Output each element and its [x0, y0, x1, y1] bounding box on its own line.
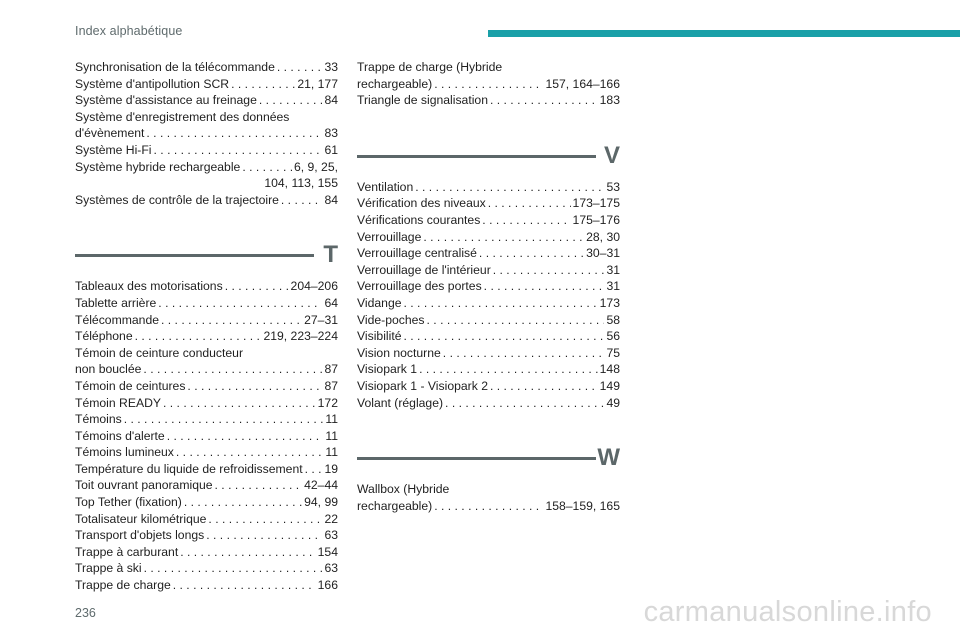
entry-term: Vérification des niveaux	[357, 196, 486, 211]
index-entry	[75, 461, 338, 478]
entry-term-line: Système d'enregistrement des données	[75, 109, 290, 124]
dot-leader	[434, 498, 543, 515]
entry-term: Tableaux des motorisations	[75, 279, 223, 294]
entry-row	[357, 229, 620, 246]
entry-pages: 28, 30	[586, 229, 620, 244]
dot-leader	[490, 378, 598, 395]
index-entry	[75, 395, 338, 412]
entry-term-line: Wallbox (Hybride	[357, 482, 450, 497]
index-entry	[75, 328, 338, 345]
entry-pages: 11	[325, 428, 338, 443]
entry-row	[357, 212, 620, 229]
index-entry	[75, 142, 338, 159]
index-entry	[357, 345, 620, 362]
entry-pages: 19	[324, 461, 338, 476]
dot-leader	[242, 159, 292, 176]
entry-term: Trappe de charge	[75, 578, 171, 593]
entry-term: Trappe à carburant	[75, 544, 179, 559]
entry-row	[75, 76, 338, 93]
entry-term: Top Tether (fixation)	[75, 495, 182, 510]
section-rule	[75, 254, 314, 257]
section-header-v	[357, 139, 620, 173]
entry-term: Vérifications courantes	[357, 212, 481, 227]
entry-row	[75, 544, 338, 561]
entry-row	[75, 560, 338, 577]
dot-leader	[225, 278, 289, 295]
entry-row	[357, 179, 620, 196]
index-entry	[357, 481, 620, 514]
index-entry	[75, 192, 338, 209]
entry-term: Totalisateur kilométrique	[75, 511, 207, 526]
index-column-right	[357, 59, 620, 514]
index-entry	[75, 444, 338, 461]
index-entry	[75, 76, 338, 93]
index-entry	[357, 212, 620, 229]
entry-row	[357, 328, 620, 345]
entry-term: Verrouillage de l'intérieur	[357, 262, 491, 277]
entry-pages: 11	[325, 412, 338, 427]
entry-row	[357, 195, 620, 212]
dot-leader	[419, 361, 598, 378]
entry-row	[75, 92, 338, 109]
entry-pages: 175–176	[572, 212, 620, 227]
index-entry	[357, 295, 620, 312]
entry-term: Volant (réglage)	[357, 395, 444, 410]
entry-pages: 173–175	[572, 196, 620, 211]
entry-term: Vide-poches	[357, 312, 425, 327]
index-entry	[75, 59, 338, 76]
header-accent-bar	[488, 30, 960, 37]
index-entry	[75, 527, 338, 544]
entry-pages-continued: 104, 113, 155	[264, 176, 338, 191]
entry-row	[75, 428, 338, 445]
entry-term: Vision nocturne	[357, 345, 441, 360]
entry-term: Système d'antipollution SCR	[75, 76, 230, 91]
section-rule	[357, 155, 596, 158]
entry-pages: 87	[324, 362, 338, 377]
entry-row	[75, 494, 338, 511]
index-entry	[357, 378, 620, 395]
dot-leader	[305, 461, 323, 478]
section-header-w	[357, 441, 620, 475]
entry-row	[75, 361, 338, 378]
entry-pages: 157, 164–166	[545, 76, 620, 91]
entry-pages: 6, 9, 25,	[293, 159, 338, 174]
entry-term: Synchronisation de la télécommande	[75, 60, 275, 74]
entry-term: Téléphone	[75, 329, 133, 344]
entry-row	[357, 92, 620, 109]
dot-leader	[493, 262, 605, 279]
entry-term: Système Hi-Fi	[75, 142, 152, 157]
entry-pages: 64	[324, 295, 338, 310]
entry-pages: 22	[324, 511, 338, 526]
dot-leader	[277, 59, 323, 76]
entry-term: Visiopark 1	[357, 362, 418, 377]
entry-row	[75, 295, 338, 312]
entry-row	[357, 395, 620, 412]
entry-pages: 42–44	[304, 478, 338, 493]
page-number: 236	[75, 606, 96, 620]
entry-term: Système d'assistance au freinage	[75, 93, 257, 108]
dot-leader	[143, 361, 322, 378]
entry-row	[75, 328, 338, 345]
dot-leader	[124, 411, 324, 428]
entry-pages: 172	[317, 395, 338, 410]
entry-row	[357, 361, 620, 378]
index-entry	[75, 411, 338, 428]
entry-term: Verrouillage des portes	[357, 279, 482, 294]
entry-term: rechargeable)	[357, 76, 433, 91]
index-entry	[75, 109, 338, 142]
section-rule	[357, 457, 596, 460]
entry-row	[75, 125, 338, 142]
entry-pages: 61	[324, 142, 338, 157]
entry-pages: 87	[324, 378, 338, 393]
dot-leader	[206, 527, 322, 544]
index-entry	[357, 179, 620, 196]
dot-leader	[154, 142, 323, 159]
entry-row	[75, 411, 338, 428]
entry-term: Verrouillage	[357, 229, 422, 244]
index-entry	[75, 544, 338, 561]
index-entry	[357, 195, 620, 212]
index-entry	[75, 345, 338, 378]
index-entry	[357, 278, 620, 295]
dot-leader	[423, 229, 584, 246]
section-header-t	[75, 238, 338, 272]
index-entry	[75, 295, 338, 312]
dot-leader	[180, 544, 315, 561]
entry-term: Systèmes de contrôle de la trajectoire	[75, 192, 279, 207]
entry-term: Témoins	[75, 412, 122, 427]
dot-leader	[259, 92, 323, 109]
dot-leader	[161, 312, 302, 329]
section-letter: V	[603, 141, 620, 169]
entry-row	[357, 498, 620, 515]
entry-term: Visiopark 1 - Visiopark 2	[357, 378, 488, 393]
dot-leader	[144, 560, 323, 577]
entry-pages: 58	[606, 312, 620, 327]
dot-leader	[215, 477, 303, 494]
entry-term: Température du liquide de refroidissement	[75, 461, 303, 476]
index-entry	[75, 92, 338, 109]
entry-pages: 154	[317, 544, 338, 559]
entry-term: Toit ouvrant panoramique	[75, 478, 213, 493]
entry-term: non bouclée	[75, 362, 142, 377]
entry-row	[75, 444, 338, 461]
index-entry	[75, 511, 338, 528]
dot-leader	[167, 428, 324, 445]
entry-term: Verrouillage centralisé	[357, 246, 477, 261]
entry-term: Vidange	[357, 295, 402, 310]
dot-leader	[445, 395, 604, 412]
entry-pages: 75	[606, 345, 620, 360]
entry-pages: 63	[324, 528, 338, 543]
entry-row	[357, 295, 620, 312]
dot-leader	[135, 328, 262, 345]
entry-row	[75, 278, 338, 295]
index-entry	[75, 278, 338, 295]
dot-leader	[415, 179, 604, 196]
index-entry	[75, 378, 338, 395]
dot-leader	[482, 212, 570, 229]
entry-term: rechargeable)	[357, 498, 433, 513]
entry-term: Ventilation	[357, 179, 414, 194]
entry-pages: 63	[324, 561, 338, 576]
entry-pages: 30–31	[586, 246, 620, 261]
entry-pages: 21, 177	[297, 76, 338, 91]
entry-term: Témoin READY	[75, 395, 162, 410]
section-letter: T	[323, 241, 338, 269]
entry-pages: 204–206	[290, 279, 338, 294]
index-entry	[75, 494, 338, 511]
index-entry	[357, 361, 620, 378]
index-entry	[357, 262, 620, 279]
entry-row	[75, 312, 338, 329]
entry-row	[357, 278, 620, 295]
entry-pages: 219, 223–224	[263, 329, 338, 344]
index-entry	[75, 312, 338, 329]
dot-leader	[488, 195, 571, 212]
entry-pages: 49	[606, 395, 620, 410]
entry-term: Système hybride rechargeable	[75, 159, 241, 174]
entry-pages: 158–159, 165	[545, 498, 620, 513]
entry-pages: 149	[599, 378, 620, 393]
index-entry	[357, 229, 620, 246]
entry-row	[357, 312, 620, 329]
dot-leader	[176, 444, 323, 461]
entry-row	[75, 378, 338, 395]
dot-leader	[443, 345, 605, 362]
index-entry	[357, 312, 620, 329]
running-header: Index alphabétique	[75, 24, 183, 38]
dot-leader	[434, 76, 543, 93]
entry-row	[75, 59, 338, 76]
index-entry	[75, 428, 338, 445]
dot-leader	[490, 92, 598, 109]
entry-pages: 31	[606, 262, 620, 277]
dot-leader	[231, 76, 295, 93]
entry-row	[75, 477, 338, 494]
dot-leader	[484, 278, 605, 295]
entry-row	[357, 76, 620, 93]
entry-row	[75, 527, 338, 544]
entry-row	[75, 395, 338, 412]
index-column-left	[75, 59, 338, 594]
entry-pages: 183	[599, 93, 620, 108]
entry-term: Télécommande	[75, 312, 159, 327]
index-entry	[75, 577, 338, 594]
entry-term: Témoins d'alerte	[75, 428, 165, 443]
dot-leader	[404, 295, 598, 312]
dot-leader	[479, 245, 584, 262]
entry-row	[75, 511, 338, 528]
index-entry	[357, 245, 620, 262]
entry-term: Témoin de ceintures	[75, 378, 186, 393]
entry-pages: 94, 99	[304, 495, 338, 510]
entry-row	[75, 577, 338, 594]
watermark: carmanualsonline.info	[643, 596, 932, 628]
entry-row	[75, 192, 338, 209]
index-entry	[75, 159, 338, 192]
dot-leader	[208, 511, 322, 528]
entry-term: Transport d'objets longs	[75, 528, 205, 543]
entry-pages: 33	[324, 60, 338, 74]
entry-row	[357, 378, 620, 395]
index-entry	[357, 395, 620, 412]
dot-leader	[173, 577, 316, 594]
section-letter: W	[597, 444, 620, 472]
dot-leader	[184, 494, 302, 511]
entry-row	[75, 461, 338, 478]
dot-leader	[146, 125, 322, 142]
dot-leader	[158, 295, 322, 312]
dot-leader	[403, 328, 604, 345]
entry-term: Trappe à ski	[75, 561, 142, 576]
entry-term: Visibilité	[357, 329, 402, 344]
entry-pages: 31	[606, 279, 620, 294]
entry-row	[75, 142, 338, 159]
entry-term: Témoins lumineux	[75, 445, 174, 460]
entry-term: Tablette arrière	[75, 295, 157, 310]
entry-pages: 11	[325, 445, 338, 460]
entry-row	[357, 262, 620, 279]
entry-pages: 27–31	[304, 312, 338, 327]
entry-pages: 84	[324, 192, 338, 207]
entry-pages: 166	[317, 578, 338, 593]
dot-leader	[187, 378, 322, 395]
index-entry	[75, 477, 338, 494]
entry-row	[357, 345, 620, 362]
entry-pages: 148	[599, 362, 620, 377]
entry-term-line: Trappe de charge (Hybride	[357, 60, 503, 74]
entry-pages: 53	[606, 179, 620, 194]
entry-row	[357, 245, 620, 262]
entry-pages: 84	[324, 93, 338, 108]
index-entry	[357, 92, 620, 109]
entry-term-line: Témoin de ceinture conducteur	[75, 345, 244, 360]
entry-term: Triangle de signalisation	[357, 93, 488, 108]
dot-leader	[427, 312, 605, 329]
entry-pages: 56	[606, 329, 620, 344]
index-entry	[75, 560, 338, 577]
entry-pages: 173	[599, 295, 620, 310]
index-entry	[357, 328, 620, 345]
dot-leader	[281, 192, 323, 209]
entry-term: d'évènement	[75, 126, 145, 141]
entry-row	[75, 159, 338, 176]
entry-pages: 83	[324, 126, 338, 141]
index-entry	[357, 59, 620, 92]
dot-leader	[163, 395, 316, 412]
